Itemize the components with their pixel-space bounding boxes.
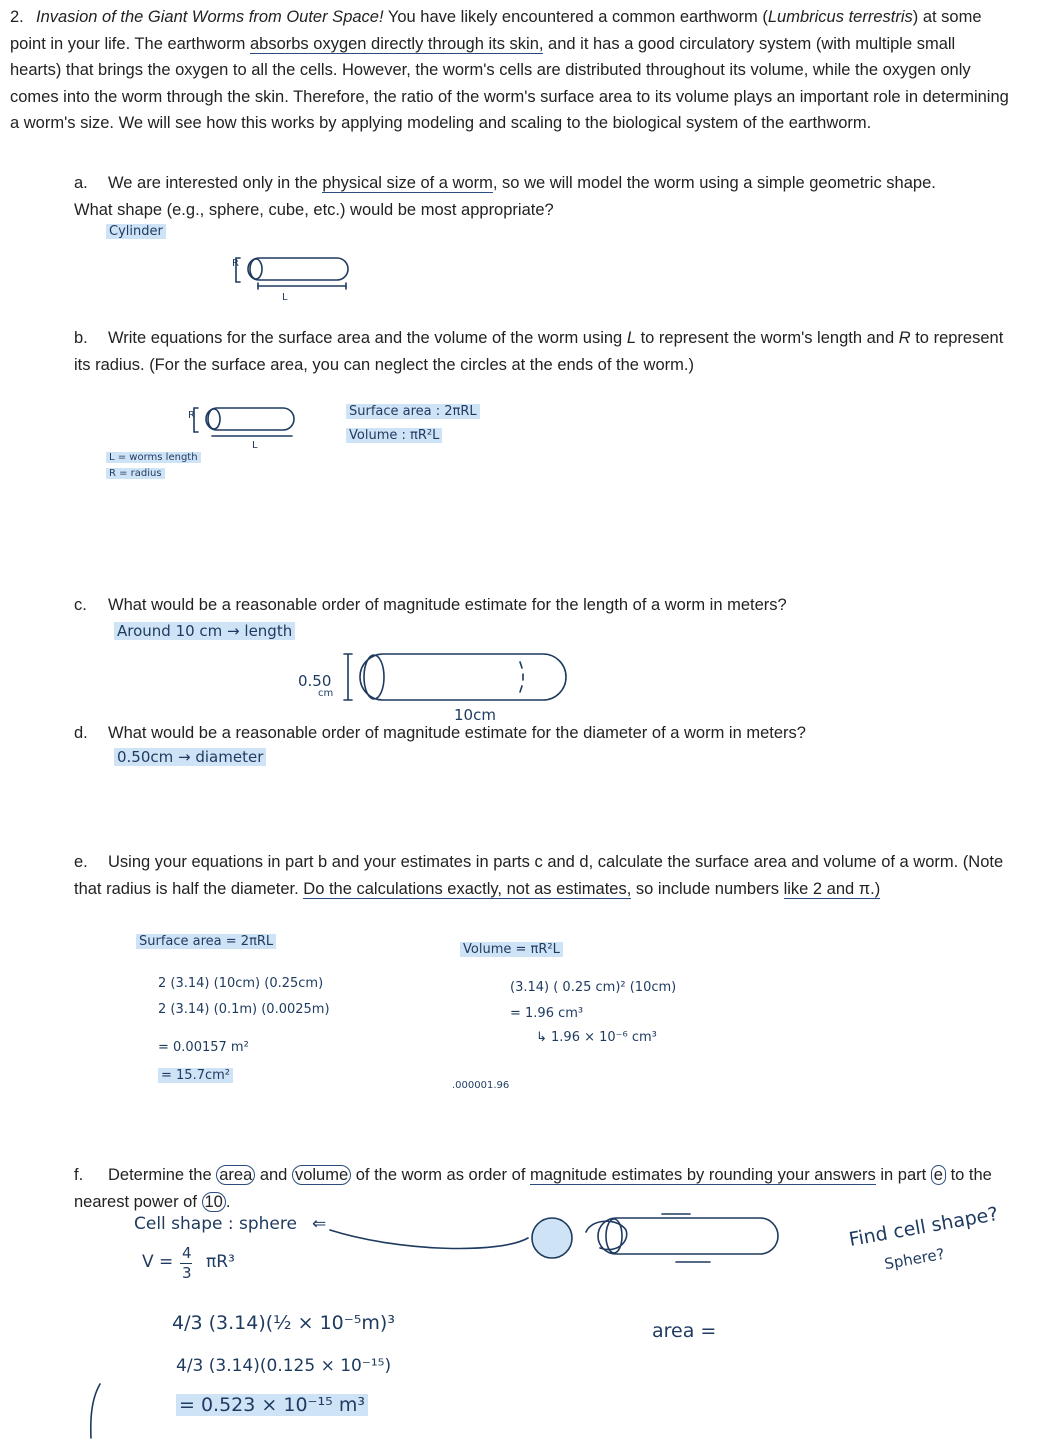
volume-formula-rest: πR³ — [206, 1252, 235, 1272]
scribble-number: .000001.96 — [452, 1080, 510, 1091]
cell-calc-3: = 0.523 × 10⁻¹⁵ m³ — [176, 1394, 368, 1416]
volume-eq: Volume : πR²L — [346, 428, 442, 443]
problem-intro: 2. Invasion of the Giant Worms from Outer Space! You have likely encountered a common earthworm (Lumbricus terrestris) at some point in your life. The earthworm absorbs oxygen directly through its skin, and it has a good circulatory system (with multiple small hearts) that brings the oxygen to all the cells. However, the worm's cells are distributed throughout its volume, while the oxygen only comes into the worm through the skin. Therefore, the ratio of the worm's surface area to its volume plays an important role in determining a worm's size. We will see how this works by applying modeling and scaling to the biological system of the earthworm. — [10, 4, 1010, 137]
cell-calc-1: 4/3 (3.14)(½ × 10⁻⁵m)³ — [172, 1312, 395, 1334]
species-name: Lumbricus terrestris — [767, 8, 913, 26]
length-label: 10cm — [454, 706, 496, 724]
vol-step-1: (3.14) ( 0.25 cm)² (10cm) — [510, 980, 677, 995]
part-e-question: e. Using your equations in part b and your estimates in parts c and d, calculate the surface area and volume of a worm. (Note that radius is half the diameter. Do the calculations exactly, not as estimates, so include numbers like 2 and π.) — [74, 853, 1004, 898]
part-f-question: f. Determine the area and volume of the worm as order of magnitude estimates by rounding your answers in part e to the nearest power of 10 . — [74, 1166, 992, 1211]
side-note-2: Sphere? — [882, 1244, 946, 1274]
underline-oxygen: absorbs oxygen directly through its skin, — [249, 34, 544, 53]
part-a-answer: Cylinder — [106, 224, 166, 239]
vol-title: Volume = πR²L — [460, 942, 563, 957]
cell-worm-sketch — [330, 1208, 790, 1278]
circled-area: area — [216, 1165, 255, 1185]
cylinder-sketch-a — [228, 250, 358, 302]
legend-l: L = worms length — [106, 452, 201, 463]
frac-den: 3 — [182, 1264, 192, 1282]
sa-step-3: = 0.00157 m² — [158, 1040, 249, 1055]
cell-shape: Cell shape : sphere — [134, 1214, 297, 1234]
problem-title: Invasion of the Giant Worms from Outer Space! — [36, 8, 384, 26]
circled-e: e — [931, 1165, 946, 1185]
part-a-question: a. We are interested only in the physical size of a worm, so we will model the worm using a simple geometric shape. What shape (e.g., sphere, cube, etc.) would be most appropriate? — [74, 174, 936, 219]
volume-formula-v: V = — [142, 1252, 174, 1272]
part-b-question: b. Write equations for the surface area and the volume of the worm using L to represent the worm's length and R to represent its radius. (For the surface area, you can neglect the circles at the ends of the worm.) — [74, 329, 1004, 374]
margin-bracket — [86, 1380, 106, 1440]
vol-step-3: ↳ 1.96 × 10⁻⁶ cm³ — [536, 1030, 657, 1045]
diameter-unit: cm — [318, 688, 334, 699]
cell-calc-2: 4/3 (3.14)(0.125 × 10⁻¹⁵) — [176, 1356, 392, 1376]
cylinder-sketch-b — [184, 402, 304, 448]
legend-r: R = radius — [106, 468, 165, 479]
part-c-answer: Around 10 cm → length — [114, 622, 295, 640]
circled-volume: volume — [292, 1165, 351, 1185]
sketch-a-r: R — [232, 258, 239, 269]
sa-title: Surface area = 2πRL — [136, 934, 276, 949]
part-d-answer: 0.50cm → diameter — [114, 748, 266, 766]
sa-step-4: = 15.7cm² — [158, 1068, 233, 1083]
sketch-a-l: L — [282, 292, 288, 303]
diameter-label: 0.50 — [298, 672, 332, 690]
part-d-question: d. What would be a reasonable order of magnitude estimate for the diameter of a worm in meters? — [74, 724, 806, 742]
side-note-1: Find cell shape? — [847, 1203, 1000, 1251]
part-c-question: c. What would be a reasonable order of magnitude estimate for the length of a worm in meters? — [74, 596, 787, 614]
vol-step-2: = 1.96 cm³ — [510, 1006, 584, 1021]
sa-step-1: 2 (3.14) (10cm) (0.25cm) — [158, 976, 324, 991]
problem-number: 2. — [10, 8, 24, 26]
area-label: area = — [652, 1320, 717, 1342]
cell-arrow: ⇐ — [312, 1214, 327, 1234]
frac-num: 4 — [182, 1244, 192, 1262]
sketch-b-l: L — [252, 440, 258, 451]
sa-step-2: 2 (3.14) (0.1m) (0.0025m) — [158, 1002, 330, 1017]
surface-area-eq: Surface area : 2πRL — [346, 404, 480, 419]
sketch-b-r: R — [188, 410, 195, 421]
circled-10: 10 — [202, 1192, 226, 1212]
